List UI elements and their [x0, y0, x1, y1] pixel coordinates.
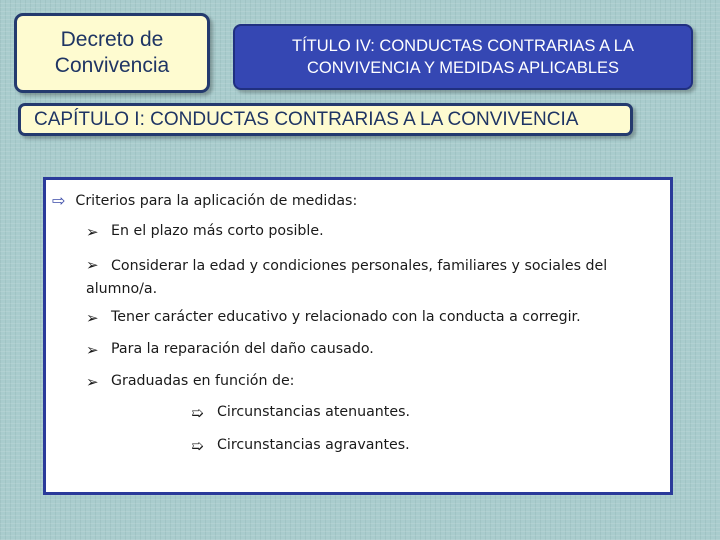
decree-title-line2: Convivencia	[54, 54, 170, 77]
sub-list-item	[191, 437, 410, 455]
list-item	[86, 309, 581, 327]
criteria-heading-text: Criterios para la aplicación de medidas:	[75, 192, 358, 209]
chapter-title-bar	[18, 103, 633, 136]
sub-list-item-text: Circunstancias agravantes.	[217, 437, 410, 453]
arrowhead-bullet-icon: ➢	[86, 309, 99, 327]
section-title-line1: TÍTULO IV: CONDUCTAS CONTRARIAS A LA	[292, 37, 634, 55]
sub-list-item-text: Circunstancias atenuantes.	[217, 404, 410, 420]
diagonal-arrow-icon: ➯	[191, 437, 204, 455]
chapter-title: CAPÍTULO I: CONDUCTAS CONTRARIAS A LA CONVIVENCIA	[34, 108, 579, 130]
list-item-text: Graduadas en función de:	[111, 373, 295, 389]
sub-list-item	[191, 404, 410, 422]
arrowhead-bullet-icon: ➢	[86, 341, 99, 359]
list-item	[86, 223, 324, 241]
arrowhead-bullet-icon: ➢	[86, 256, 99, 274]
section-title-box	[233, 24, 693, 90]
list-item-text: Para la reparación del daño causado.	[111, 341, 374, 357]
list-item-text: Considerar la edad y condiciones personales, familiares y sociales del alumno/a.	[86, 258, 608, 297]
content-panel	[43, 177, 673, 495]
list-item-text: Tener carácter educativo y relacionado con la conducta a corregir.	[111, 309, 581, 325]
diagonal-arrow-icon: ➯	[191, 404, 204, 422]
hollow-right-arrow-icon: ⇨	[52, 191, 66, 210]
arrowhead-bullet-icon: ➢	[86, 223, 99, 241]
list-item	[86, 341, 374, 359]
criteria-heading	[52, 191, 357, 210]
list-item	[86, 373, 294, 391]
decree-title-line1: Decreto de	[60, 28, 164, 51]
list-item-text: En el plazo más corto posible.	[111, 223, 324, 239]
list-item	[86, 254, 641, 301]
section-title-line2: CONVIVENCIA Y MEDIDAS APLICABLES	[306, 59, 620, 77]
arrowhead-bullet-icon: ➢	[86, 373, 99, 391]
decree-title-box	[14, 13, 210, 93]
